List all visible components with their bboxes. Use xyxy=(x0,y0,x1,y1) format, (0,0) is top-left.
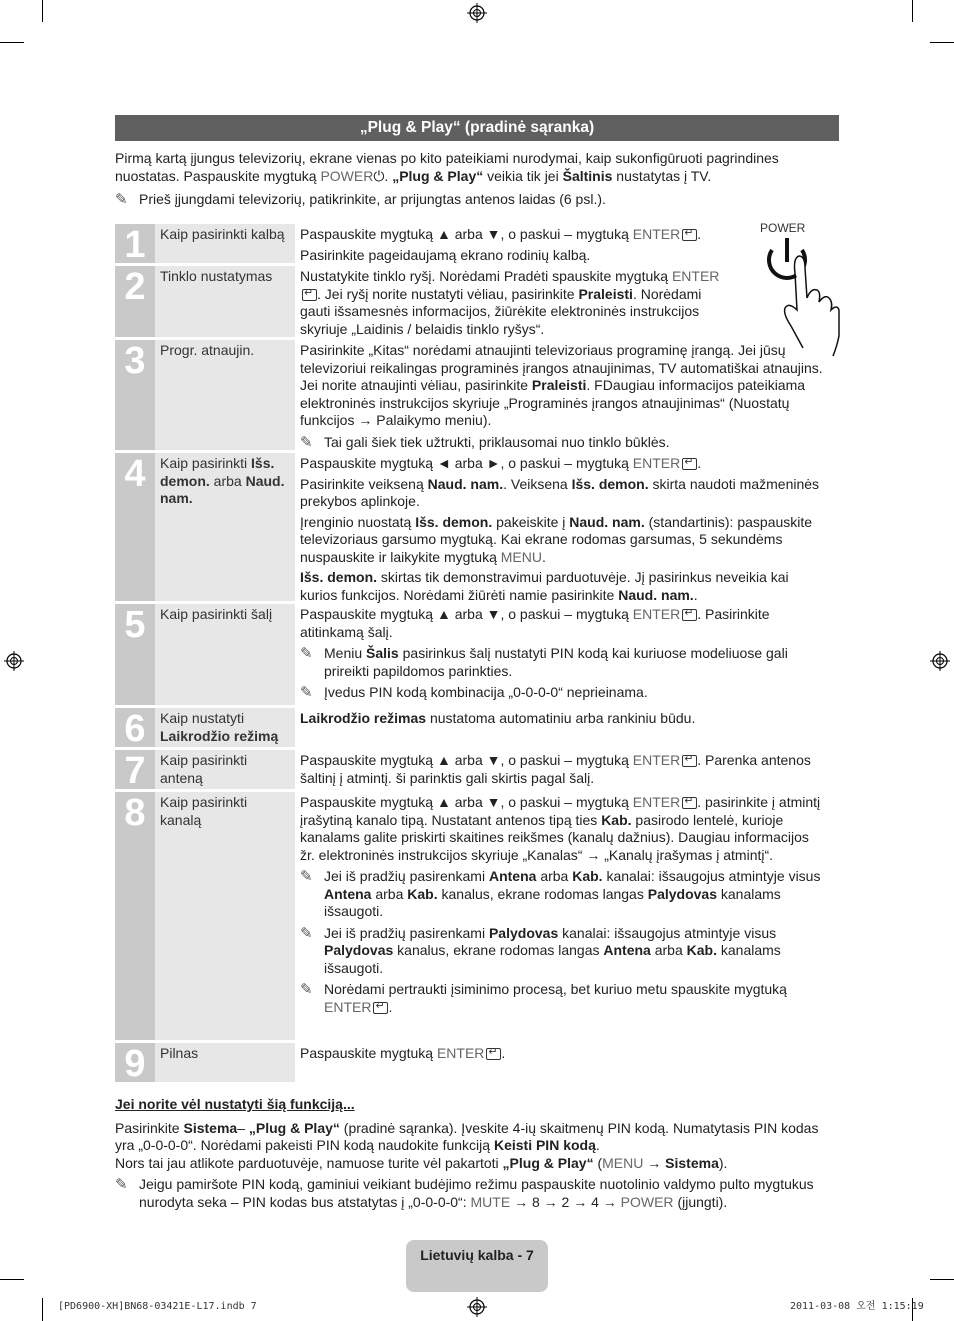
enter-icon xyxy=(302,289,317,301)
step-description: Nustatykite tinklo ryšį. Norėdami Pradėti spauskite mygtuką ENTER↵. Jei ryšį norite nustatyti vėliau, pasirinkite Praleisti. Norėdami gauti išsamesnės informacijos, žiūrėkite elektroninės instrukcijos skyriuje „Laidinis / belaidis tinklo ryšys“. xyxy=(295,266,829,337)
step-label: Progr. atnaujin. xyxy=(155,340,295,450)
pencil-note-icon: ✎ xyxy=(115,191,128,208)
step-number: 4 xyxy=(115,453,155,601)
step-row xyxy=(115,792,839,1040)
section-title: „Plug & Play“ (pradinė sąranka) xyxy=(115,115,839,141)
setup-steps-table xyxy=(115,224,839,1085)
step-row xyxy=(115,750,839,792)
power-icon: ⏻ xyxy=(373,167,385,184)
step-number: 8 xyxy=(115,792,155,1040)
step-label: Kaip nustatyti Laikrodžio režimą xyxy=(155,708,295,747)
footer-file-info: [PD6900-XH]BN68-03421E-L17.indb 7 xyxy=(58,1301,257,1312)
crop-mark xyxy=(930,1279,954,1280)
step-number: 9 xyxy=(115,1043,155,1082)
step-number: 2 xyxy=(115,266,155,337)
step-label: Kaip pasirinkti kalbą xyxy=(155,224,295,263)
page-number-badge: Lietuvių kalba - 7 xyxy=(406,1240,548,1292)
step-label: Tinklo nustatymas xyxy=(155,266,295,337)
registration-mark-icon xyxy=(4,651,24,671)
step-row xyxy=(115,453,839,601)
pencil-note-icon: ✎ xyxy=(115,1176,128,1193)
registration-mark-icon xyxy=(467,1297,487,1317)
intro-text xyxy=(115,150,839,209)
step-number: 1 xyxy=(115,224,155,263)
step-row xyxy=(115,340,839,450)
step-description: Paspauskite mygtuką ▲ arba ▼, o paskui – mygtuką ENTER↵ . Pasirinkite atitinkamą šalį. ✎ Meniu Šalis pasirinkus šalį nustatyti PIN kodą kai kuriuose modeliuose gali prireikti papildomos parinkties. ✎ Įvedus PIN kodą kombinacija „0-0-0-0“ neprieinama. xyxy=(295,604,829,705)
crop-mark xyxy=(930,42,954,43)
step-label: Pilnas xyxy=(155,1043,295,1082)
pencil-note-icon: ✎ xyxy=(300,981,313,998)
step-number: 6 xyxy=(115,708,155,747)
enter-icon xyxy=(682,229,697,241)
enter-icon xyxy=(682,458,697,470)
step-description: Laikrodžio režimas nustatoma automatiniu arba rankiniu būdu. xyxy=(300,710,696,726)
step-description: Paspauskite mygtuką ▲ arba ▼, o paskui – mygtuką ENTER↵ . Parenka antenos šaltinį į atmintį. ši parinktis gali skirtis pagal šalį. xyxy=(295,750,829,789)
enter-icon xyxy=(682,609,697,621)
step-description: Paspauskite mygtuką ▲ arba ▼, o paskui – mygtuką ENTER↵ . pasirinkite į atmintį įrašytiną kanalo tipą. Nustatant antenos tipą ties Kab. pasirodo lentelė, kurioje kanalams galite priskirti skaitines reikšmes (kanalų dažnius). Daugiau informacijos žr. elektroninės instrukcijos skyriuje „Kanalas“ → „Kanalų įrašymas į atmintį“. ✎ Jei iš pradžių pasirenkami Antena arba Kab. kanalai: išsaugojus atmintyje visus Antena arba Kab. kanalus, ekrane rodomas langas Palydovas kanalams išsaugoti. ✎ Jei iš pradžių pasirenkami Palydovas kanalai: išsaugojus atmintyje visus Palydovas kanalus, ekrane rodomas langas Antena arba Kab. kanalams išsaugoti. ✎ Norėdami pertraukti įsiminimo procesą, bet kuriuo metu spauskite mygtuką ENTER↵ . xyxy=(295,792,829,1040)
step-label: Kaip pasirinkti kanalą xyxy=(155,792,295,1040)
reset-heading: Jei norite vėl nustatyti šią funkciją... xyxy=(115,1096,355,1112)
step-description: Paspauskite mygtuką ▲ arba ▼, o paskui – mygtuką ENTER↵ . Pasirinkite pageidaujamą ekrano rodinių kalbą. xyxy=(295,224,829,263)
step-row xyxy=(115,604,839,705)
step-number: 5 xyxy=(115,604,155,705)
step-row xyxy=(115,266,839,337)
reset-paragraph: Nors tai jau atlikote parduotuvėje, namuose turite vėl pakartoti „Plug & Play“ (MENU → Sistema). xyxy=(115,1154,728,1171)
enter-icon xyxy=(682,755,697,767)
step-label: Kaip pasirinkti šalį xyxy=(155,604,295,705)
enter-icon xyxy=(373,1002,388,1014)
crop-mark xyxy=(912,0,913,22)
pencil-note-icon: ✎ xyxy=(300,924,313,942)
footer-timestamp: 2011-03-08 오전 1:15:19 xyxy=(790,1301,924,1312)
reset-note: ✎ Jeigu pamiršote PIN kodą, gaminiui veikiant budėjimo režimu paspauskite nuotolinio valdymo pulto mygtukus nurodyta seka – PIN kodas bus atstatytas į „0-0-0-0“: MUTE → 8 → 2 → 4 → POWER (įjungti). xyxy=(115,1176,814,1210)
step-row xyxy=(115,224,839,266)
registration-mark-icon xyxy=(467,3,487,23)
step-number: 3 xyxy=(115,340,155,450)
registration-mark-icon xyxy=(930,651,950,671)
pencil-note-icon: ✎ xyxy=(300,868,313,885)
step-description: Pasirinkite „Kitas“ norėdami atnaujinti televizoriaus programinę įrangą. Jei jūsų televizoriui reikalingas programinės įrangos atnaujinimas, TV automatiškai atnaujins. Jei norite atnaujinti vėliau, pasirinkite Praleisti. FDaugiau informacijos pateikiama elektroninės instrukcijos skyriuje „Programinės įrangos atnaujinimas“ (Nuostatų funkcijos → Palaikymo meniu). ✎ Tai gali šiek tiek užtrukti, priklausomai nuo tinklo būklės. xyxy=(300,342,823,451)
step-description: Paspauskite mygtuką ◄ arba ►, o paskui – mygtuką ENTER↵ . Pasirinkite veikseną Naud. nam.. Veiksena Išs. demon. skirta naudoti mažmeninės prekybos aplinkoje. Įrenginio nuostatą Išs. demon. pakeiskite į Naud. nam. (standartinis): paspauskite televizoriaus garsumo mygtuką. Kai ekrane rodomas garsumas, 5 sekundėms nuspauskite ir laikykite mygtuką MENU. Išs. demon. skirtas tik demonstravimui parduotuvėje. Jį pasirinkus neveikia kai kurios funkcijos. Norėdami žiūrėti namie pasirinkite Naud. nam.. xyxy=(295,453,829,601)
step-label: Kaip pasirinkti anteną xyxy=(155,750,295,789)
reset-paragraph: Pasirinkite Sistema– „Plug & Play“ (pradinė sąranka). Įveskite 4-ių skaitmenų PIN kodą. Numatytasis PIN kodas yra „0-0-0-0“. Norėdami pakeisti PIN kodą naudokite funkciją Keisti PIN kodą. xyxy=(115,1119,819,1153)
crop-mark xyxy=(42,0,43,22)
step-row xyxy=(115,708,839,750)
step-description: Paspauskite mygtuką ENTER↵ . xyxy=(295,1043,829,1082)
step-label: Kaip pasirinkti Išs. demon. arba Naud. nam. xyxy=(155,453,295,601)
pencil-note-icon: ✎ xyxy=(300,684,313,701)
power-label: POWER xyxy=(760,221,806,235)
reset-section xyxy=(115,1096,839,1211)
intro-paragraph: Pirmą kartą įjungus televizorių, ekrane vienas po kito pateikiami nurodymai, kaip sukonfigūruoti pagrindines nuostatas. Paspauskite mygtuką POWER⏻. „Plug & Play“ veikia tik jei Šaltinis nustatytas į TV. xyxy=(115,150,779,184)
crop-mark xyxy=(0,42,24,43)
step-number: 7 xyxy=(115,750,155,789)
step-row xyxy=(115,1043,839,1085)
enter-icon xyxy=(682,797,697,809)
enter-icon xyxy=(486,1048,501,1060)
pencil-note-icon: ✎ xyxy=(300,645,313,662)
pencil-note-icon: ✎ xyxy=(300,433,313,451)
intro-note: ✎ Prieš įjungdami televizorių, patikrinkite, ar prijungtas antenos laidas (6 psl.). xyxy=(115,191,606,208)
crop-mark xyxy=(42,1298,43,1321)
crop-mark xyxy=(0,1279,24,1280)
